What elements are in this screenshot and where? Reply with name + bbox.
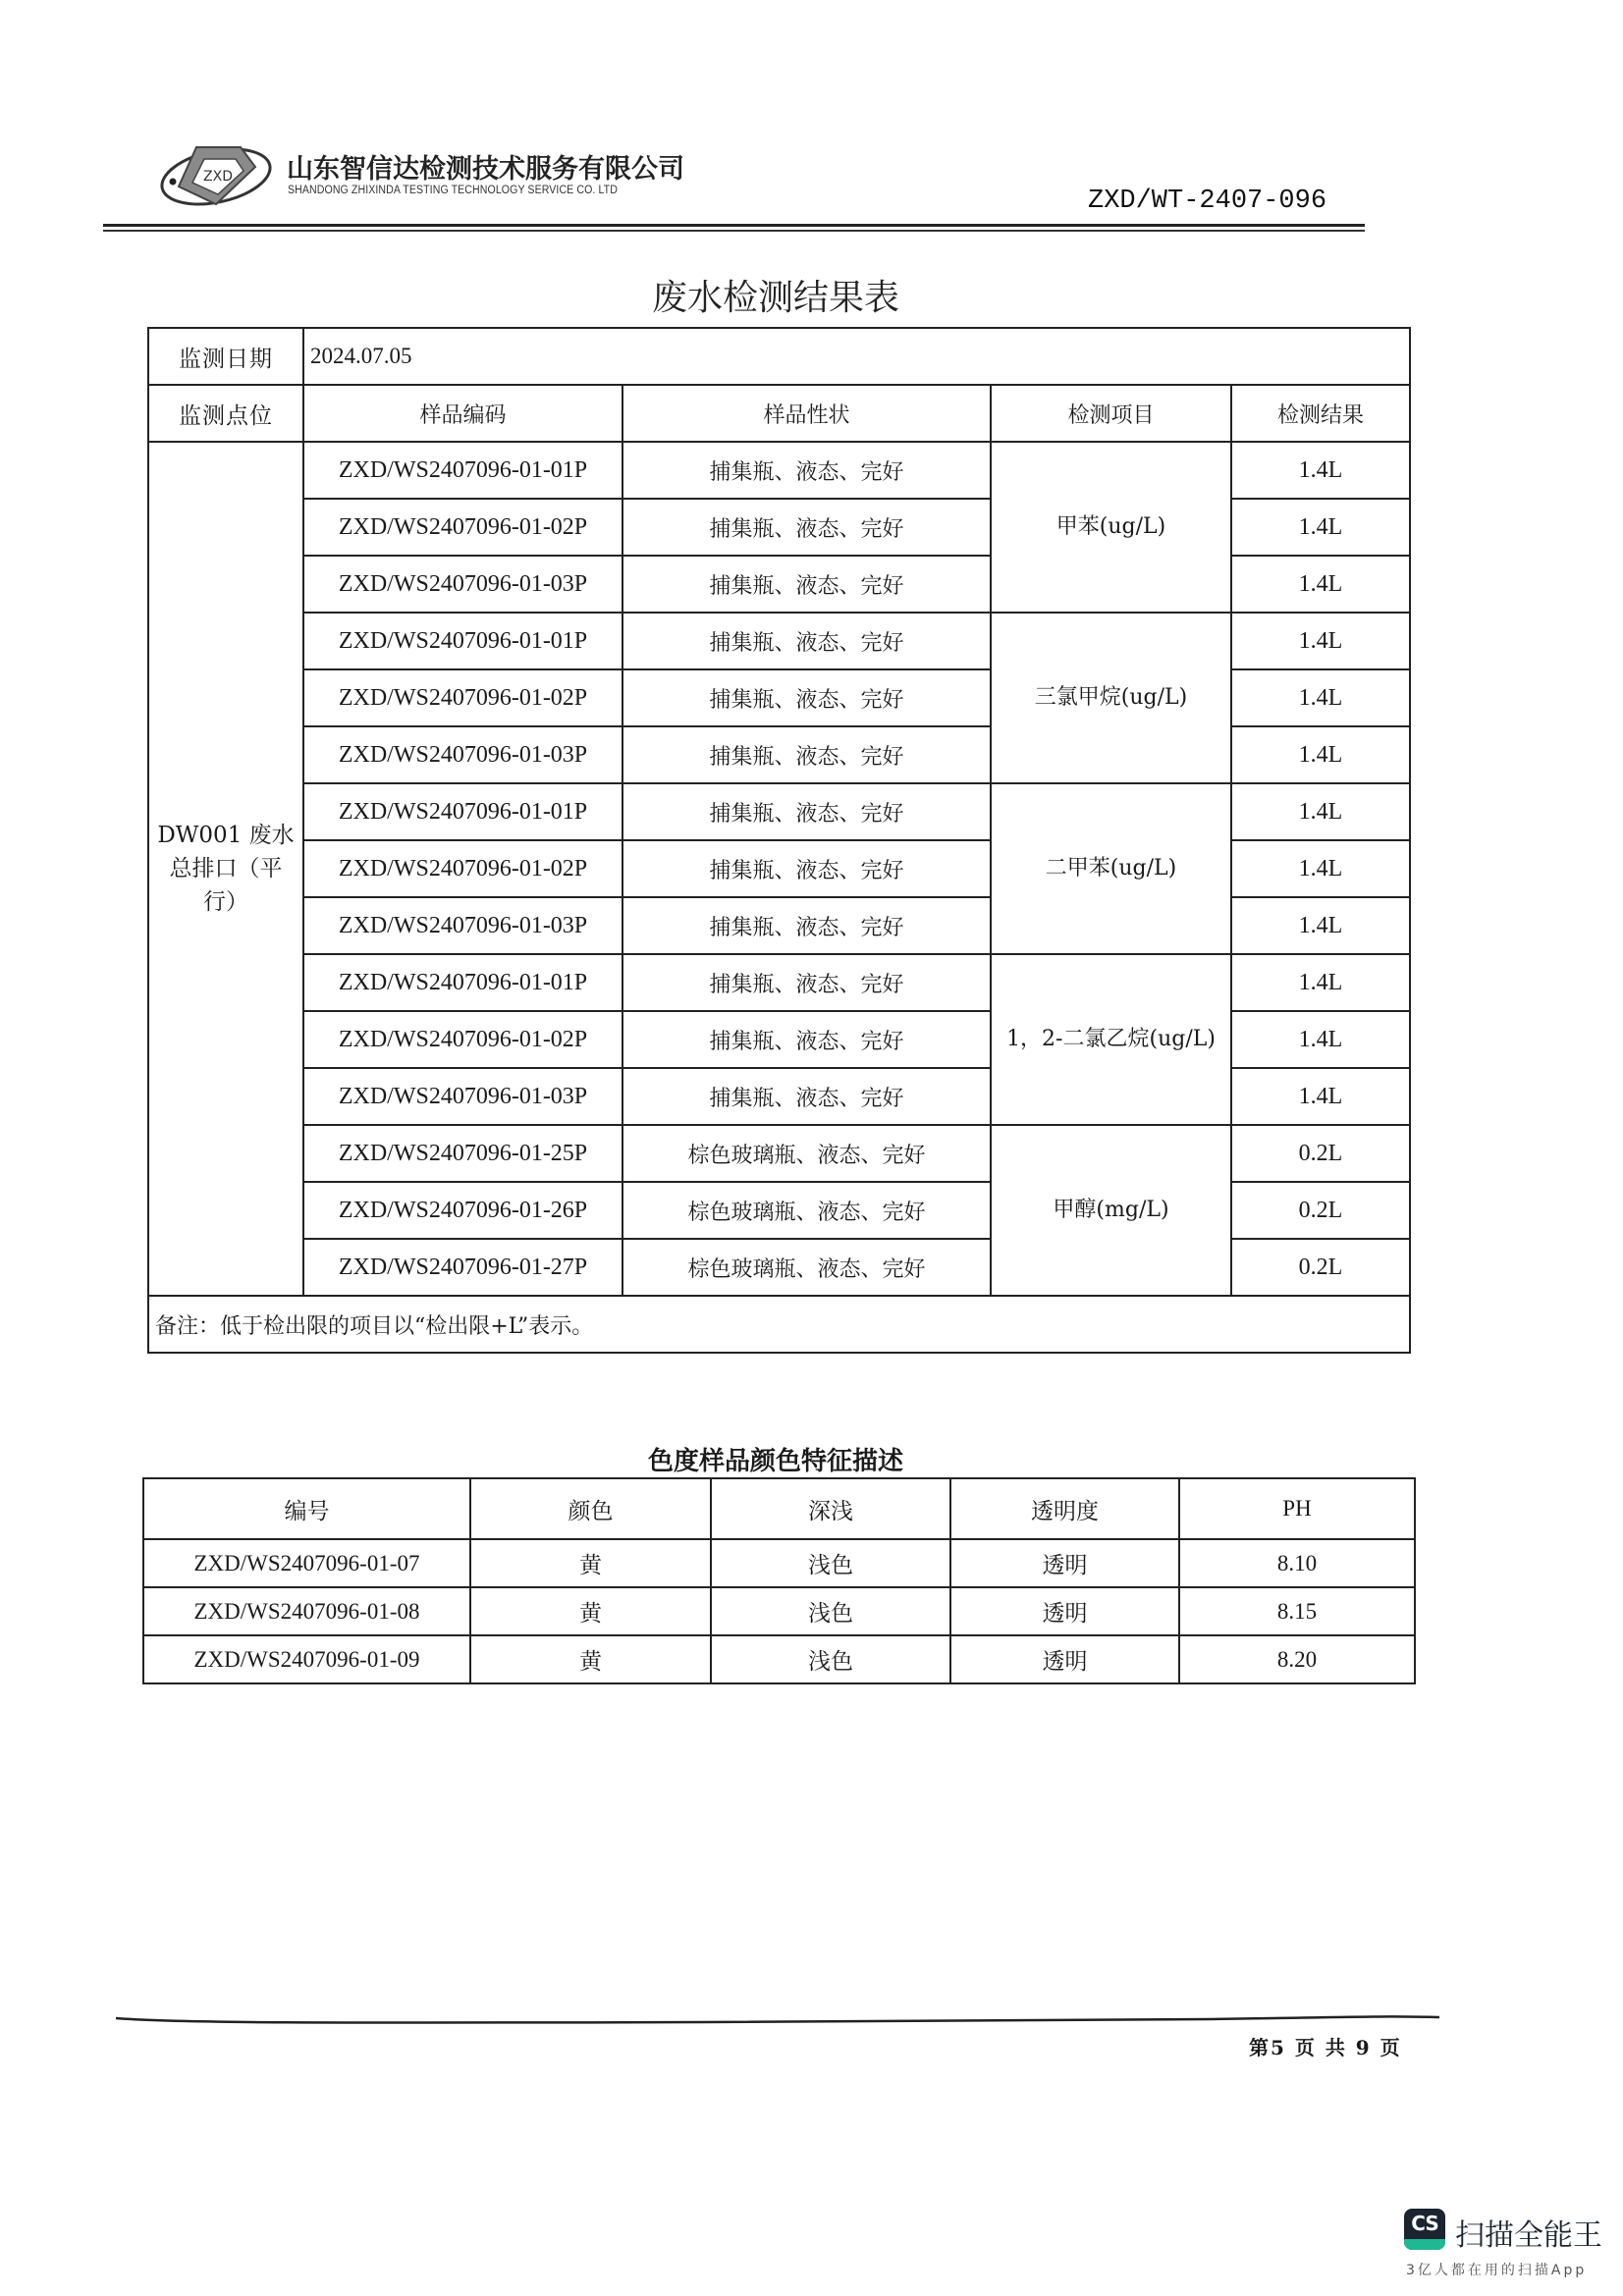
sample-code: ZXD/WS2407096-01-02P [303, 1011, 622, 1068]
color-row [143, 1635, 1415, 1683]
remark-row [148, 1296, 1410, 1353]
company-logo [157, 137, 280, 211]
date-label: 监测日期 [148, 328, 303, 385]
header-divider-thin [103, 230, 1365, 232]
column-header-code: 样品编码 [303, 385, 622, 442]
sample-state: 捕集瓶、液态、完好 [622, 499, 991, 556]
sample-state: 捕集瓶、液态、完好 [622, 1068, 991, 1125]
sample-code: ZXD/WS2407096-01-26P [303, 1182, 622, 1239]
results-table-title: 废水检测结果表 [651, 278, 899, 318]
test-result: 1.4L [1231, 840, 1410, 897]
sample-state: 棕色玻璃瓶、液态、完好 [622, 1125, 991, 1182]
test-result: 0.2L [1231, 1182, 1410, 1239]
test-result: 1.4L [1231, 1011, 1410, 1068]
sample-code: ZXD/WS2407096-01-01P [303, 783, 622, 840]
test-item: 1，2-二氯乙烷(ug/L) [991, 954, 1231, 1125]
test-result: 1.4L [1231, 783, 1410, 840]
result-row [148, 783, 1410, 840]
sample-state: 捕集瓶、液态、完好 [622, 840, 991, 897]
sample-state: 捕集瓶、液态、完好 [622, 954, 991, 1011]
test-item: 二甲苯(ug/L) [991, 783, 1231, 954]
result-row [148, 1125, 1410, 1182]
company-name-cn: 山东智信达检测技术服务有限公司 [287, 154, 684, 185]
color-row [143, 1587, 1415, 1635]
column-header-ph: PH [1179, 1478, 1415, 1539]
column-header-depth: 深浅 [711, 1478, 950, 1539]
sample-code: ZXD/WS2407096-01-09 [143, 1635, 470, 1683]
date-row [148, 328, 1410, 385]
test-item: 甲苯(ug/L) [991, 442, 1231, 613]
camscanner-slogan: 3亿人都在用的扫描App [1406, 2263, 1588, 2278]
sample-clarity: 透明 [950, 1635, 1179, 1683]
sample-code: ZXD/WS2407096-01-03P [303, 556, 622, 613]
sample-state: 棕色玻璃瓶、液态、完好 [622, 1239, 991, 1296]
sample-state: 捕集瓶、液态、完好 [622, 556, 991, 613]
sample-ph: 8.20 [1179, 1635, 1415, 1683]
location-cell: DW001 废水总排口（平行） [148, 442, 303, 1296]
date-value: 2024.07.05 [303, 328, 1410, 385]
test-result: 1.4L [1231, 669, 1410, 726]
footer-divider [116, 2012, 1441, 2028]
test-result: 1.4L [1231, 897, 1410, 954]
sample-state: 棕色玻璃瓶、液态、完好 [622, 1182, 991, 1239]
sample-state: 捕集瓶、液态、完好 [622, 442, 991, 499]
sample-state: 捕集瓶、液态、完好 [622, 1011, 991, 1068]
sample-code: ZXD/WS2407096-01-01P [303, 442, 622, 499]
sample-code: ZXD/WS2407096-01-02P [303, 499, 622, 556]
sample-ph: 8.10 [1179, 1539, 1415, 1587]
column-header-result: 检测结果 [1231, 385, 1410, 442]
result-row [148, 442, 1410, 499]
column-header-state: 样品性状 [622, 385, 991, 442]
sample-code: ZXD/WS2407096-01-01P [303, 954, 622, 1011]
sample-color: 黄 [470, 1539, 711, 1587]
header-divider-thick [103, 224, 1365, 227]
test-result: 0.2L [1231, 1125, 1410, 1182]
test-result: 1.4L [1231, 442, 1410, 499]
camscanner-badge-text: CS [1411, 2212, 1438, 2235]
sample-code: ZXD/WS2407096-01-27P [303, 1239, 622, 1296]
sample-clarity: 透明 [950, 1587, 1179, 1635]
test-result: 1.4L [1231, 499, 1410, 556]
camscanner-logo-icon [1404, 2209, 1445, 2250]
company-name-en: SHANDONG ZHIXINDA TESTING TECHNOLOGY SERVICE CO. LTD [288, 185, 618, 196]
test-item: 甲醇(mg/L) [991, 1125, 1231, 1296]
sample-code: ZXD/WS2407096-01-01P [303, 613, 622, 669]
result-row [148, 954, 1410, 1011]
results-table [147, 327, 1411, 1354]
sample-code: ZXD/WS2407096-01-03P [303, 726, 622, 783]
sample-code: ZXD/WS2407096-01-07 [143, 1539, 470, 1587]
sample-state: 捕集瓶、液态、完好 [622, 669, 991, 726]
header-row [148, 385, 1410, 442]
sample-color: 黄 [470, 1635, 711, 1683]
sample-clarity: 透明 [950, 1539, 1179, 1587]
color-row [143, 1539, 1415, 1587]
result-row [148, 613, 1410, 669]
sample-depth: 浅色 [711, 1539, 950, 1587]
sample-code: ZXD/WS2407096-01-03P [303, 1068, 622, 1125]
test-result: 0.2L [1231, 1239, 1410, 1296]
color-table-title: 色度样品颜色特征描述 [647, 1447, 903, 1476]
logo-text: ZXD [203, 169, 233, 185]
sample-ph: 8.15 [1179, 1587, 1415, 1635]
color-header-row [143, 1478, 1415, 1539]
camscanner-app-name: 扫描全能王 [1455, 2218, 1602, 2253]
remark: 备注：低于检出限的项目以“检出限+L”表示。 [148, 1296, 1410, 1353]
report-number: ZXD/WT-2407-096 [1088, 187, 1327, 216]
sample-state: 捕集瓶、液态、完好 [622, 897, 991, 954]
sample-code: ZXD/WS2407096-01-02P [303, 840, 622, 897]
sample-state: 捕集瓶、液态、完好 [622, 783, 991, 840]
column-header-color: 颜色 [470, 1478, 711, 1539]
test-result: 1.4L [1231, 613, 1410, 669]
camscanner-badge-accent [1404, 2239, 1445, 2250]
test-result: 1.4L [1231, 556, 1410, 613]
column-header-code: 编号 [143, 1478, 470, 1539]
test-result: 1.4L [1231, 726, 1410, 783]
page-number: 第5 页 共 9 页 [1249, 2036, 1402, 2059]
test-item: 三氯甲烷(ug/L) [991, 613, 1231, 783]
sample-state: 捕集瓶、液态、完好 [622, 726, 991, 783]
sample-code: ZXD/WS2407096-01-03P [303, 897, 622, 954]
color-description-table [142, 1477, 1416, 1684]
sample-color: 黄 [470, 1587, 711, 1635]
column-header-location: 监测点位 [148, 385, 303, 442]
sample-code: ZXD/WS2407096-01-25P [303, 1125, 622, 1182]
sample-depth: 浅色 [711, 1587, 950, 1635]
column-header-clarity: 透明度 [950, 1478, 1179, 1539]
test-result: 1.4L [1231, 1068, 1410, 1125]
column-header-item: 检测项目 [991, 385, 1231, 442]
sample-state: 捕集瓶、液态、完好 [622, 613, 991, 669]
sample-code: ZXD/WS2407096-01-08 [143, 1587, 470, 1635]
sample-depth: 浅色 [711, 1635, 950, 1683]
sample-code: ZXD/WS2407096-01-02P [303, 669, 622, 726]
test-result: 1.4L [1231, 954, 1410, 1011]
